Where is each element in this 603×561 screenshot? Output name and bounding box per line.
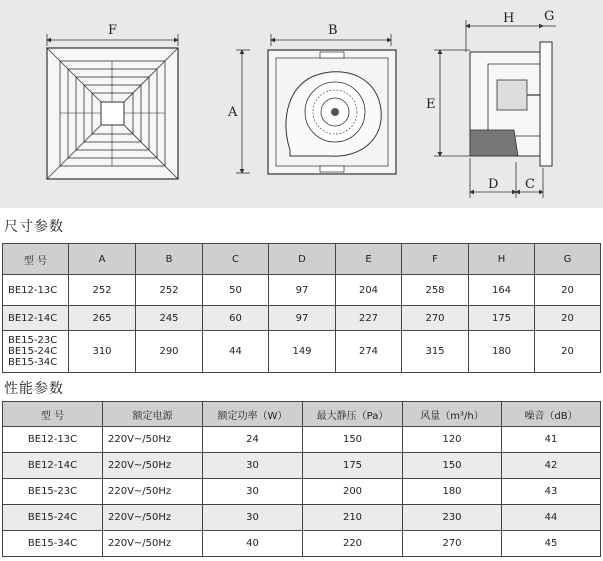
header-d: D [269,244,336,275]
value-cell: 310 [69,331,136,373]
value-cell: 175 [469,306,535,331]
noise-cell: 43 [502,479,601,505]
table-row [3,331,601,373]
top-view-blower [227,23,396,174]
header-rated-power: 额定功率（W） [203,402,303,427]
value-cell: 20 [535,275,601,306]
model-cell: BE12-14C [3,306,69,331]
value-cell: 60 [203,306,269,331]
power-supply-cell: 220V~/50Hz [103,505,203,531]
power-supply-cell: 220V~/50Hz [103,531,203,557]
performance-table [2,401,601,557]
performance-section-title: 性能参数 [4,381,64,397]
model-cell: BE15-23C [3,479,103,505]
air-volume-cell: 230 [403,505,502,531]
table-row [3,453,601,479]
noise-cell: 41 [502,427,601,453]
value-cell: 97 [269,275,336,306]
noise-cell: 45 [502,531,601,557]
air-volume-cell: 150 [403,453,502,479]
header-h: H [469,244,535,275]
model-name: BE15-24C [8,346,58,357]
header-noise: 噪音（dB） [502,402,601,427]
header-model: 型 号 [3,402,103,427]
value-cell: 204 [336,275,402,306]
technical-drawing [0,0,603,208]
static-pressure-cell: 150 [303,427,403,453]
static-pressure-cell: 200 [303,479,403,505]
header-g: G [535,244,601,275]
value-cell: 20 [535,331,601,373]
performance-header-row [3,402,601,427]
dim-label-g: G [544,9,555,24]
dim-label-b: B [328,23,338,38]
value-cell: 180 [469,331,535,373]
table-row [3,275,601,306]
model-name: BE15-34C [8,357,58,368]
model-cell: BE12-13C [3,427,103,453]
model-name: BE15-23C [8,335,58,346]
dimension-section-title: 尺寸参数 [4,219,64,235]
model-cell: BE12-14C [3,453,103,479]
value-cell: 315 [402,331,469,373]
noise-cell: 42 [502,453,601,479]
dim-label-a: A [228,105,238,120]
value-cell: 97 [269,306,336,331]
header-a: A [69,244,136,275]
table-row [3,505,601,531]
model-cell [3,331,69,373]
front-grille-view [47,23,178,179]
header-power-supply: 额定电源 [103,402,203,427]
value-cell: 270 [402,306,469,331]
dim-label-f: F [108,23,118,38]
power-supply-cell: 220V~/50Hz [103,427,203,453]
value-cell: 227 [336,306,402,331]
model-cell: BE15-34C [3,531,103,557]
value-cell: 252 [136,275,203,306]
air-volume-cell: 270 [403,531,502,557]
rated-power-cell: 30 [203,479,303,505]
value-cell: 50 [203,275,269,306]
model-cell: BE12-13C [3,275,69,306]
dimension-table [2,243,601,373]
header-model: 型 号 [3,244,69,275]
dim-label-e: E [426,97,436,112]
table-row [3,531,601,557]
power-supply-cell: 220V~/50Hz [103,453,203,479]
value-cell: 245 [136,306,203,331]
header-c: C [203,244,269,275]
value-cell: 44 [203,331,269,373]
value-cell: 274 [336,331,402,373]
header-e: E [336,244,402,275]
air-volume-cell: 180 [403,479,502,505]
static-pressure-cell: 210 [303,505,403,531]
value-cell: 252 [69,275,136,306]
air-volume-cell: 120 [403,427,502,453]
rated-power-cell: 30 [203,453,303,479]
side-view [426,9,556,198]
header-max-static-pressure: 最大静压（Pa） [303,402,403,427]
dim-label-d: D [488,177,499,192]
table-row [3,427,601,453]
dimension-header-row [3,244,601,275]
table-row [3,479,601,505]
dim-label-h: H [503,11,515,26]
table-row [3,306,601,331]
header-air-volume: 风量（m³/h） [403,402,502,427]
model-cell: BE15-24C [3,505,103,531]
static-pressure-cell: 175 [303,453,403,479]
value-cell: 290 [136,331,203,373]
header-f: F [402,244,469,275]
rated-power-cell: 24 [203,427,303,453]
dim-label-c: C [525,177,535,192]
value-cell: 258 [402,275,469,306]
value-cell: 20 [535,306,601,331]
value-cell: 149 [269,331,336,373]
fan-dimension-drawings [0,0,603,208]
value-cell: 164 [469,275,535,306]
noise-cell: 44 [502,505,601,531]
power-supply-cell: 220V~/50Hz [103,479,203,505]
value-cell: 265 [69,306,136,331]
static-pressure-cell: 220 [303,531,403,557]
rated-power-cell: 40 [203,531,303,557]
header-b: B [136,244,203,275]
rated-power-cell: 30 [203,505,303,531]
